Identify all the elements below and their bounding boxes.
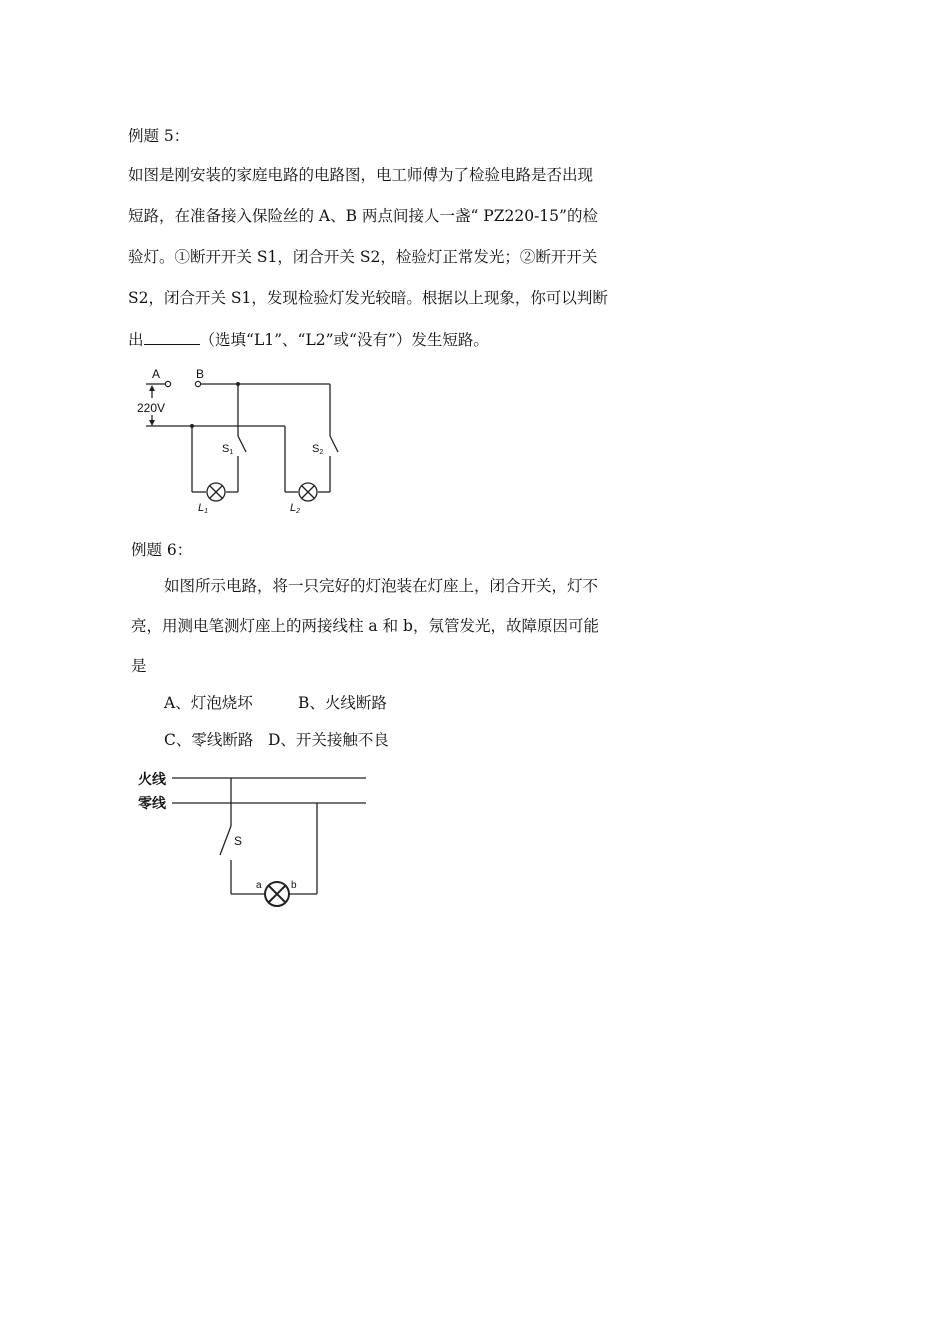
option-a: A、灯泡烧坏 (164, 694, 253, 712)
example5-line-3: 验灯。①断开开关 S1，闭合开关 S2，检验灯正常发光；②断开开关 (128, 248, 598, 266)
l2-label: L2 (290, 502, 301, 515)
label-a: A (152, 367, 161, 381)
example5-line-2: 短路，在准备接入保险丝的 A、B 两点间接人一盏“ PZ220-15”的检 (128, 207, 598, 225)
example5-title: 例题 5： (128, 127, 190, 145)
example5-line-5-prefix: 出 (128, 331, 144, 349)
s1-label: S1 (222, 443, 234, 456)
example6-line-2: 亮，用测电笔测灯座上的两接线柱 a 和 b，氖管发光，故障原因可能 (131, 617, 599, 635)
option-d: D、开关接触不良 (268, 731, 389, 749)
neutral-wire-label: 零线 (138, 795, 166, 811)
example6-line-3: 是 (131, 657, 147, 675)
option-b: B、火线断路 (298, 694, 387, 712)
example6-title: 例题 6： (131, 541, 193, 559)
example5-line-1: 如图是刚安装的家庭电路的电路图，电工师傅为了检验电路是否出现 (128, 166, 594, 184)
switch-blade (220, 826, 231, 855)
terminal-a-label: a (256, 880, 262, 891)
example5-line-5-suffix: （选填“L1”、“L2”或“没有”）发生短路。 (199, 331, 489, 349)
voltage-label: 220V (137, 401, 166, 415)
example6-line-1: 如图所示电路，将一只完好的灯泡装在灯座上，闭合开关，灯不 (164, 577, 599, 595)
terminal-b-label: b (291, 880, 297, 891)
live-wire-label: 火线 (138, 771, 166, 787)
l1-label: L1 (198, 502, 209, 515)
label-b: B (196, 367, 205, 381)
option-c: C、零线断路 (164, 731, 254, 749)
s2-label: S2 (312, 443, 324, 456)
example5-line-4: S2，闭合开关 S1，发现检验灯发光较暗。根据以上现象，你可以判断 (128, 289, 608, 307)
switch-label: S (234, 834, 243, 848)
